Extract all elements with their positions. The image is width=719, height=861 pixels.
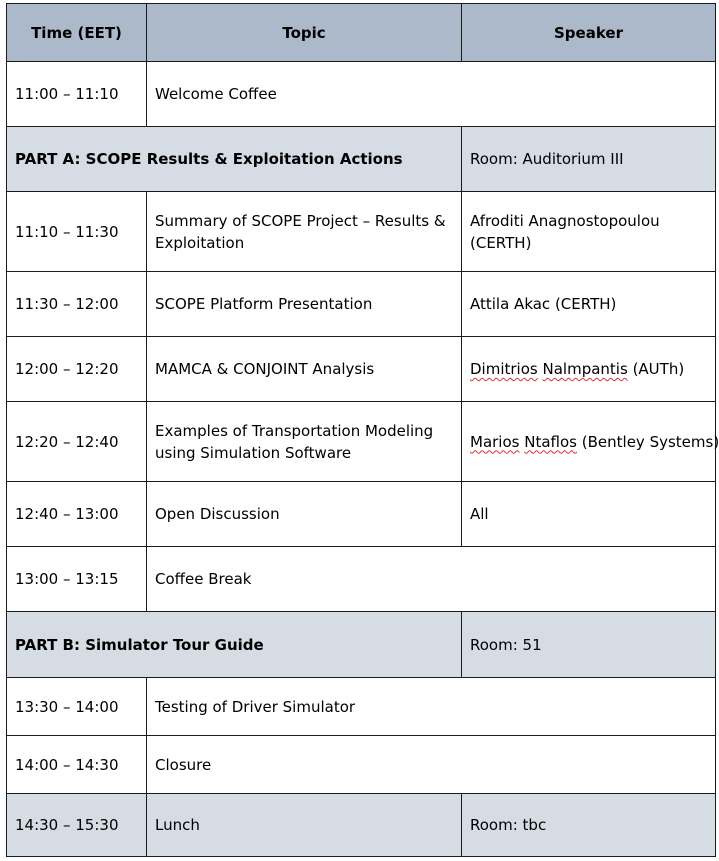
- speaker-last-name: Nalmpantis: [542, 360, 628, 378]
- time-cell: 13:30 – 14:00: [7, 678, 147, 736]
- topic-cell: Closure: [147, 736, 716, 794]
- room-cell: Room: tbc: [462, 794, 716, 857]
- time-cell: 14:00 – 14:30: [7, 736, 147, 794]
- time-cell: 11:10 – 11:30: [7, 192, 147, 272]
- speaker-cell: Attila Akac (CERTH): [462, 272, 716, 337]
- speaker-last-name: Ntaflos: [524, 432, 577, 451]
- topic-cell: MAMCA & CONJOINT Analysis: [147, 337, 462, 402]
- part-b-row: [7, 612, 716, 678]
- speaker-cell: Afroditi Anagnostopoulou (CERTH): [462, 192, 716, 272]
- speaker-cell: [462, 337, 716, 402]
- time-cell: 12:20 – 12:40: [7, 402, 147, 482]
- lunch-row: [7, 794, 716, 857]
- topic-cell: Examples of Transportation Modeling using Simulation Software: [147, 402, 462, 482]
- time-cell: 12:40 – 13:00: [7, 482, 147, 547]
- speaker-first-name: Dimitrios: [470, 360, 538, 378]
- table-row: [7, 272, 716, 337]
- topic-cell: Summary of SCOPE Project – Results & Exploitation: [147, 192, 462, 272]
- table-row: [7, 482, 716, 547]
- time-cell: 13:00 – 13:15: [7, 547, 147, 612]
- header-topic: Topic: [147, 4, 462, 62]
- header-row: [7, 4, 716, 62]
- header-time: Time (EET): [7, 4, 147, 62]
- agenda-table: [6, 3, 719, 857]
- time-cell: 11:00 – 11:10: [7, 62, 147, 127]
- topic-cell: SCOPE Platform Presentation: [147, 272, 462, 337]
- table-row: [7, 678, 716, 736]
- part-b-title: PART B: Simulator Tour Guide: [7, 612, 462, 678]
- table-row: [7, 402, 716, 482]
- topic-cell: Lunch: [147, 794, 462, 857]
- speaker-org: (Bentley Systems): [581, 432, 719, 451]
- speaker-first-name: Marios: [470, 432, 520, 451]
- time-cell: 11:30 – 12:00: [7, 272, 147, 337]
- topic-cell: Welcome Coffee: [147, 62, 716, 127]
- topic-cell: Coffee Break: [147, 547, 716, 612]
- topic-cell: Testing of Driver Simulator: [147, 678, 716, 736]
- table-row: [7, 736, 716, 794]
- table-row: [7, 337, 716, 402]
- header-speaker: Speaker: [462, 4, 716, 62]
- part-a-title: PART A: SCOPE Results & Exploitation Actions: [7, 127, 462, 192]
- table-row: [7, 192, 716, 272]
- part-a-room: Room: Auditorium III: [462, 127, 716, 192]
- part-a-row: [7, 127, 716, 192]
- table-row: [7, 547, 716, 612]
- topic-cell: Open Discussion: [147, 482, 462, 547]
- time-cell: 12:00 – 12:20: [7, 337, 147, 402]
- speaker-org: (AUTh): [632, 360, 685, 378]
- time-cell: 14:30 – 15:30: [7, 794, 147, 857]
- table-row: [7, 62, 716, 127]
- part-b-room: Room: 51: [462, 612, 716, 678]
- speaker-cell: All: [462, 482, 716, 547]
- speaker-cell: [462, 402, 719, 482]
